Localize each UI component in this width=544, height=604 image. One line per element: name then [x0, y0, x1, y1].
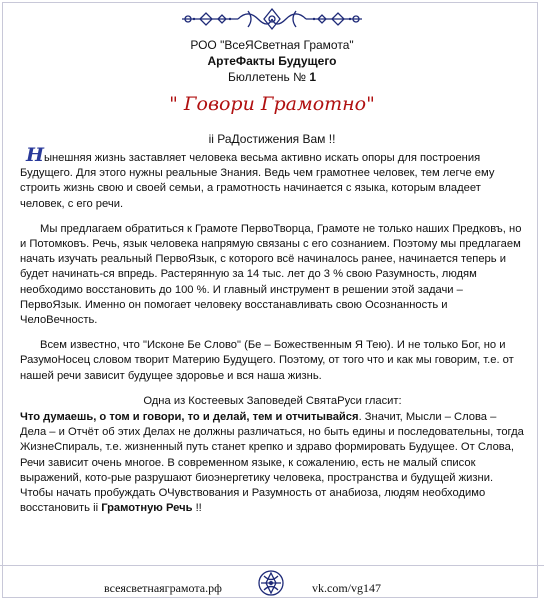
bulletin-number-line: [0, 69, 544, 85]
footer-site-link[interactable]: всеясветнаяграмота.рф: [104, 581, 222, 595]
greeting-line: ii РаДостижения Вам !!: [208, 132, 336, 146]
commandment-intro: Одна из Костеевых Заповедей СвятаРуси гласит:: [143, 394, 402, 407]
paragraph-3: Всем известно, что "Исконе Бе Слово" (Бе – Божественным Я Тею). И не только Бог, но и РазумоНосец словом творит Материю Будущего. Поэтому, от того что и как мы говорим, т.е. от нашей речи зависит будущее здоровье и вся наша жизнь.: [20, 339, 514, 382]
paragraph-1-text: ынешняя жизнь заставляет человека весьма активно искать опоры для построения Будущего. Для этого нужны реальные Знания. Ведь чем грамотнее человек, тем легче ему строить жизнь свою и своей семьи, а грамотность начинается с языка, которым владеет человек, с его речи.: [20, 152, 495, 210]
drop-cap: Н: [26, 144, 44, 166]
bulletin-subtitle: АртеФакты Будущего: [207, 54, 337, 68]
paragraph-4-text: . Значит, Мысли – Слова – Дела – и Отчёт об этих Делах не должны различаться, но быть едины и последовательны, тогда ЖизнеСпираль, т.е. жизненный путь станет крепко и здраво формировать Будущее. От Слова, Речи зависит очень многое. В современном языке, к сожалению, есть не малый список выражений, кото-рые разрушают биоэнергетику человека, пространства и будущей жизни. Чтобы начать пробуждать ОЧувствования и Разумность от анабиоза, людям необходимо восстановить ii: [20, 411, 524, 515]
emblem-icon: [254, 568, 288, 598]
paragraph-1: [20, 144, 525, 212]
org-name: РОО "ВсеЯСветная Грамота": [190, 38, 354, 52]
bulletin-header: [0, 37, 544, 85]
paragraph-4: [20, 410, 525, 516]
commandment-quote: Что думаешь, о том и говори, то и делай, тем и отчитывайся: [20, 411, 359, 424]
bulletin-number: 1: [309, 70, 317, 84]
footer-vk-link[interactable]: vk.com/vg147: [312, 581, 381, 595]
document-title: " Говори Грамотно": [169, 93, 375, 115]
footer: [0, 565, 544, 600]
paragraph-2: Мы предлагаем обратиться к Грамоте ПервоТворца, Грамоте не только наших Предковъ, но и Потомковъ. Речь, язык человека напрямую связаны с его сознанием. Поэтому мы предлагаем начать изучать реальный ПервоЯзык, с которого всё начиналось ранее, начинается теперь и будет начинать-ся впредь. Растерянную за 14 тыс. лет до 3 % свою Разумность, людям необходимо восстановить до 100 %. И главный инструмент в решении этой задачи – ПервоЯзык. Именно он помогает человеку восстанавливать свою Осознанность и ЧелоВечность.: [20, 222, 522, 327]
top-ornament-icon: [178, 6, 366, 32]
paragraph-4-end: !!: [192, 502, 202, 515]
bulletin-prefix: Бюллетень №: [227, 70, 310, 84]
body-text: [20, 144, 525, 526]
correct-speech-phrase: Грамотную Речь: [101, 502, 193, 515]
